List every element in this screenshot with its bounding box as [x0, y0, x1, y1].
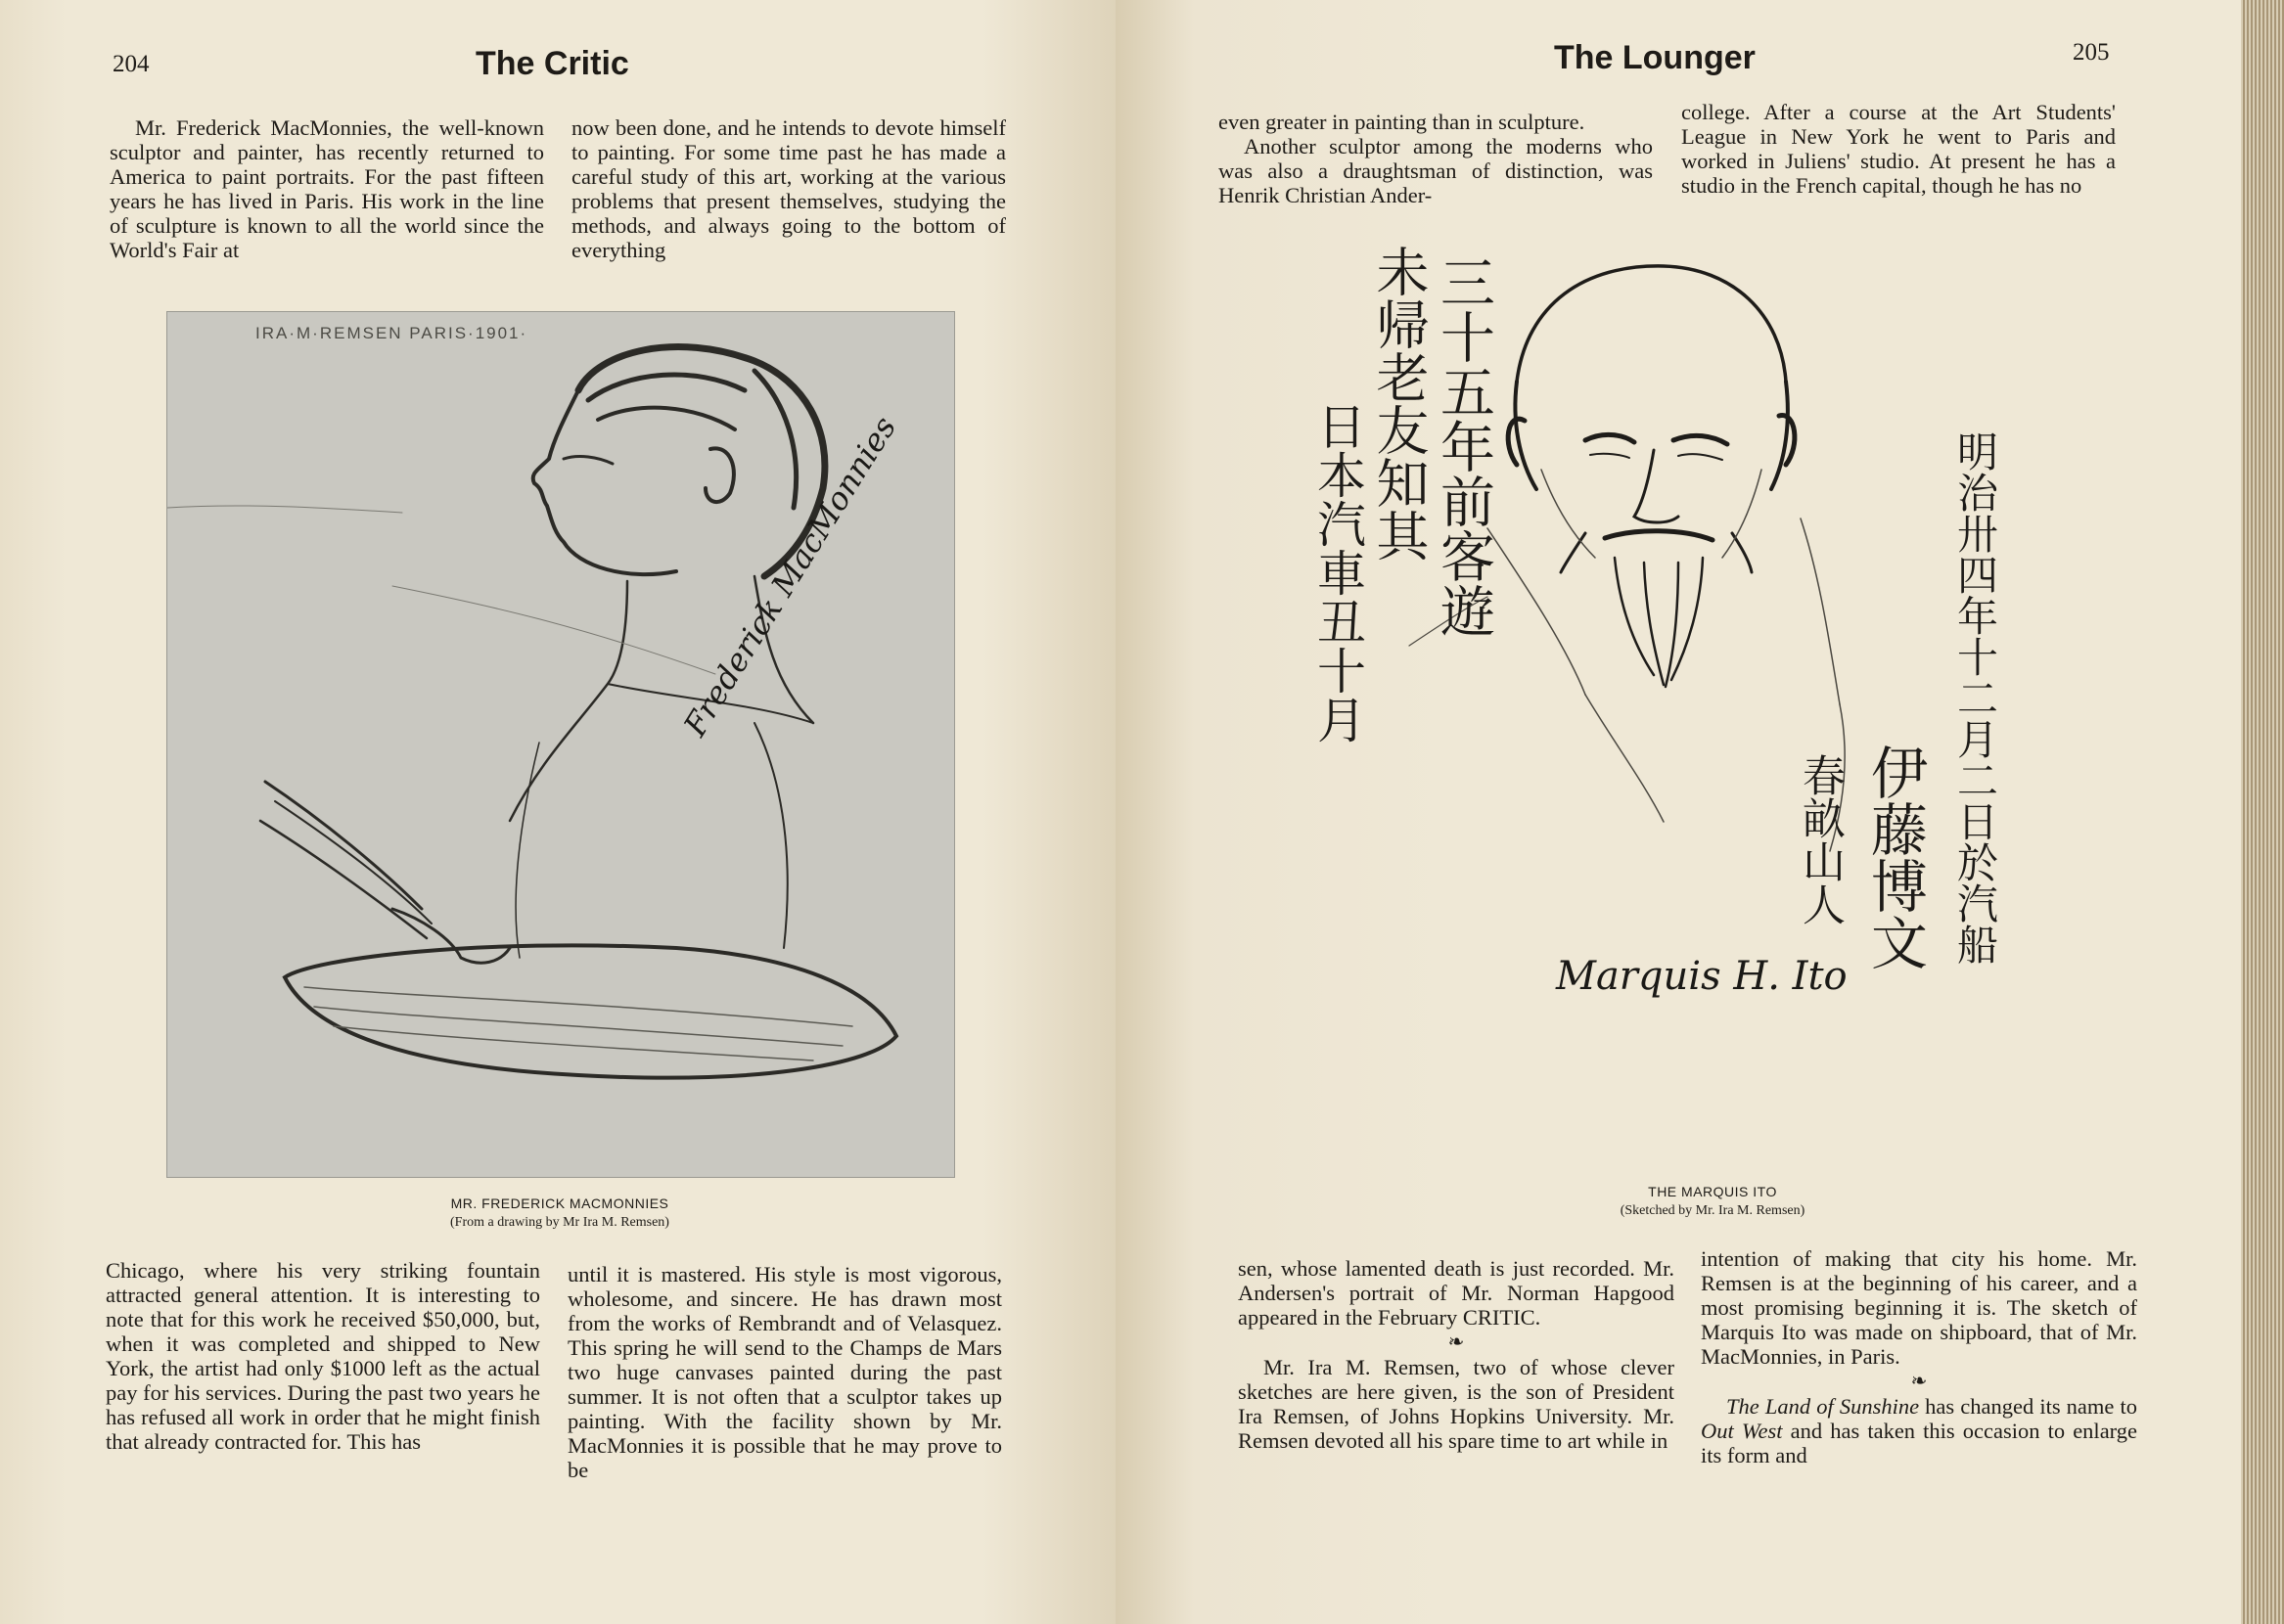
paragraph — [1701, 1394, 2137, 1467]
calligraphy-right-column-3: 春畝山人 — [1795, 753, 1845, 925]
calligraphy-right-column-2: 伊藤博文 — [1861, 744, 1928, 970]
calligraphy-left-column-1: 三十五年前客遊 — [1432, 254, 1495, 638]
page-number-right: 205 — [2073, 39, 2110, 66]
publication-title: Out West — [1701, 1419, 1783, 1443]
left-top-column-1 — [110, 115, 544, 262]
macmonnies-signature: Frederick MacMonnies — [676, 409, 904, 744]
section-ornament: ❧ — [1447, 1331, 1465, 1353]
calligraphy-right-column-1: 明治卅四年十二月二日於汽船 — [1951, 430, 1999, 965]
running-head-right: The Lounger — [1554, 39, 1756, 76]
left-bottom-column-2 — [568, 1262, 1002, 1482]
paragraph: college. After a course at the Art Students' League in New York he went to Paris and worked in Juliens' studio. At present he has a studio in the French capital, though he has no — [1681, 100, 2116, 198]
page-edges — [2241, 0, 2284, 1624]
portrait-caption — [166, 1195, 953, 1231]
paragraph: sen, whose lamented death is just recorded. Mr. Andersen's portrait of Mr. Norman Hapgood appeared in the February CRITIC. — [1238, 1256, 1674, 1330]
right-top-column-2 — [1681, 100, 2116, 198]
right-bottom-column-2 — [1701, 1246, 2137, 1467]
left-top-column-2 — [571, 115, 1006, 262]
paragraph: Mr. Ira M. Remsen, two of whose clever sketches are here given, is the son of President Ira Remsen, of Johns Hopkins University. Mr. Remsen devoted all his spare time to art while in — [1238, 1355, 1674, 1453]
section-ornament: ❧ — [1910, 1371, 1928, 1392]
paragraph: Chicago, where his very striking fountain attracted general attention. It is interesting to note that for this work he received $50,000, but, when it was completed and shipped to New York, the artist had only $1000 left as the actual pay for his services. During the past two years he has refused all work in order that he might finish that already contracted for. This has — [106, 1258, 540, 1454]
running-head-left: The Critic — [476, 45, 629, 82]
macmonnies-portrait — [166, 311, 955, 1178]
marquis-ito-sketch — [1292, 235, 2133, 1174]
paragraph: even greater in painting than in sculpture. — [1218, 110, 1585, 134]
portrait-sketch — [167, 312, 954, 1177]
ito-caption — [1507, 1184, 1918, 1219]
left-page — [0, 0, 1116, 1624]
caption-title: THE MARQUIS ITO — [1648, 1184, 1777, 1199]
page-number-left: 204 — [113, 51, 150, 77]
calligraphy-left-column-2: 未帰老友知其 — [1368, 245, 1430, 562]
paragraph: Another sculptor among the moderns who was also a draughtsman of distinction, was Henrik Christian Ander- — [1218, 134, 1653, 207]
right-bottom-column-1 — [1238, 1256, 1674, 1453]
calligraphy-left-column-3: 日本汽車丑十月 — [1309, 401, 1366, 744]
paragraph: until it is mastered. His style is most vigorous, wholesome, and sincere. He has drawn most from the works of Rembrandt and of Velasquez. This spring he will send to the Champs de Mars two huge canvases painted during the past summer. It is not often that a sculptor takes up painting. With the facility shown by Mr. MacMonnies it is possible that he may prove to be — [568, 1262, 1002, 1482]
publication-title: The Land of Sunshine — [1726, 1394, 1920, 1419]
text-run: and has taken this occasion to enlarge its form and — [1701, 1419, 2137, 1467]
paragraph: now been done, and he intends to devote himself to painting. For some time past he has made a careful study of this art, working at the various problems that present themselves, studying the methods, and always going to the bottom of everything — [571, 115, 1006, 262]
paragraph: intention of making that city his home. Mr. Remsen is at the beginning of his career, and a most promising beginning it is. The sketch of Marquis Ito was made on shipboard, that of Mr. MacMonnies, in Paris. — [1701, 1246, 2137, 1369]
text-run: has changed its name to — [1919, 1394, 2137, 1419]
ito-signature: Marquis H. Ito — [1556, 954, 1848, 999]
caption-credit: (From a drawing by Mr Ira M. Remsen) — [450, 1215, 669, 1230]
caption-credit: (Sketched by Mr. Ira M. Remsen) — [1620, 1203, 1805, 1218]
caption-title: MR. FREDERICK MACMONNIES — [450, 1195, 669, 1211]
left-bottom-column-1 — [106, 1258, 540, 1454]
drawing-inscription: IRA·M·REMSEN PARIS·1901· — [255, 324, 528, 342]
right-top-column-1 — [1218, 110, 1653, 207]
paragraph: Mr. Frederick MacMonnies, the well-known sculptor and painter, has recently returned to America to paint portraits. For the past fifteen years he has lived in Paris. His work in the line of sculpture is known to all the world since the World's Fair at — [110, 115, 544, 262]
